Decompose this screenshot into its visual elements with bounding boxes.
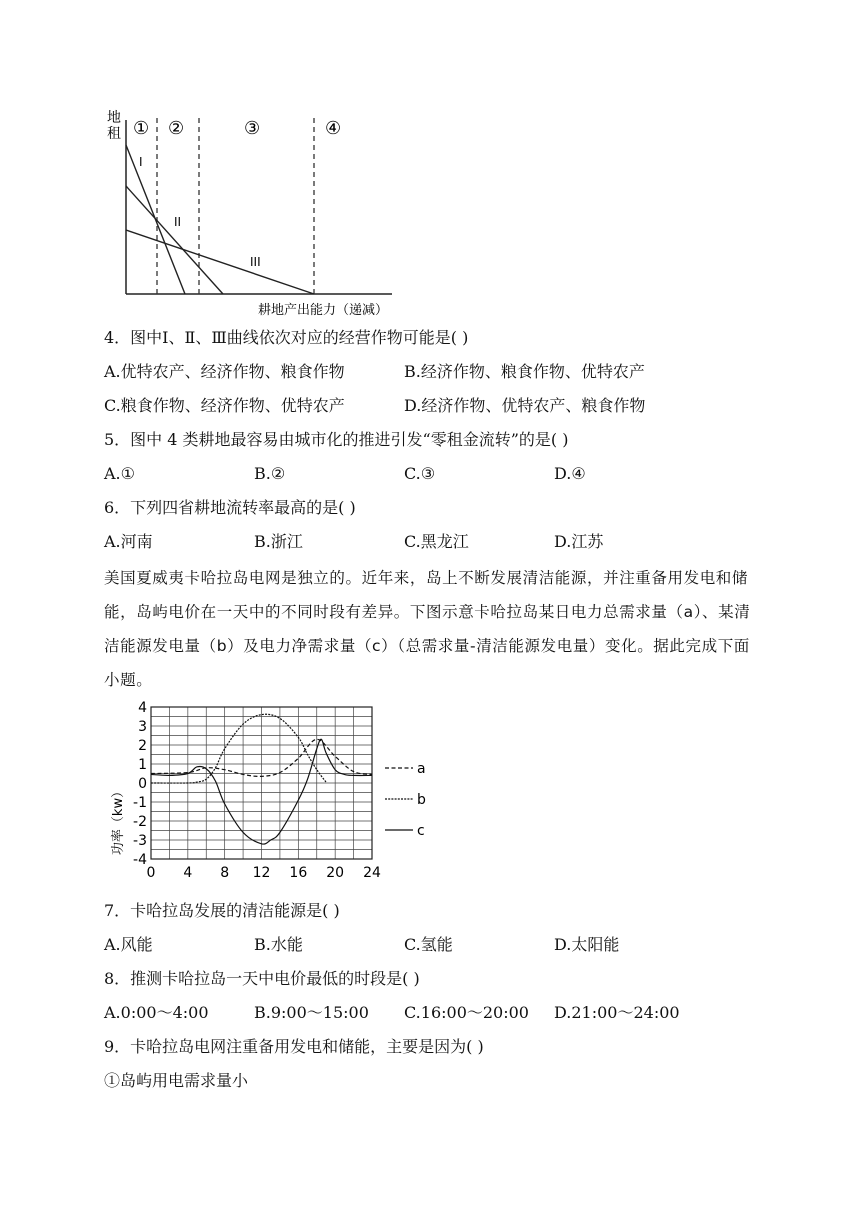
fig1-curve-2	[126, 186, 223, 294]
q8-stem: 8．推测卡哈拉岛一天中电价最低的时段是( )	[104, 969, 420, 988]
q7-stem: 7．卡哈拉岛发展的清洁能源是( )	[104, 901, 340, 920]
chart-legend	[385, 761, 426, 839]
fig1-y-label-1: 地	[107, 110, 121, 126]
fig1-y-label-2: 租	[107, 126, 121, 142]
y-tick-label: 0	[138, 776, 147, 792]
q4-option-c: C.粮食作物、经济作物、优特农产	[104, 396, 345, 415]
y-tick-label: -3	[133, 833, 147, 849]
q5-option-d: D.④	[554, 464, 586, 483]
q9-stem: 9．卡哈拉岛电网注重备用发电和储能，主要是因为( )	[104, 1037, 484, 1056]
q6-option-d: D.江苏	[554, 532, 604, 551]
q8-option-a: A.0:00～4:00	[104, 1003, 209, 1022]
q4-option-d: D.经济作物、优特农产、粮食作物	[404, 396, 646, 415]
q5-stem: 5．图中 4 类耕地最容易由城市化的推进引发“零租金流转”的是( )	[104, 430, 569, 449]
q7-option-b: B.水能	[254, 935, 303, 954]
q7-option-d: D.太阳能	[554, 935, 620, 954]
q5-option-a: A.①	[104, 464, 135, 483]
q6-option-c: C.黑龙江	[404, 532, 469, 551]
x-tick-label: 12	[252, 865, 271, 881]
chart-ylabel: 功率（kw）	[111, 784, 126, 856]
passage-intro: 美国夏威夷卡哈拉岛电网是独立的。近年来，岛上不断发展清洁能源，并注重备用发电和储能，岛屿电价在一天中的不同时段有差异。下图示意卡哈拉岛某日电力总需求量（a）、某清洁能源发电量（b）及电力净需求量（c）（总需求量-清洁能源发电量）变化。据此完成下面小题。	[104, 569, 751, 689]
legend-a-label: a	[417, 761, 426, 777]
legend-c-label: c	[417, 823, 425, 839]
q9-item-1: ①岛屿用电需求量小	[104, 1071, 249, 1090]
fig1-curve-label-3: III	[250, 255, 261, 269]
x-tick-label: 0	[146, 865, 156, 881]
x-tick-label: 8	[220, 865, 230, 881]
q6-option-a: A.河南	[104, 532, 153, 551]
x-tick-label: 24	[363, 865, 381, 881]
fig1-x-label: 耕地产出能力（递减）	[258, 303, 389, 318]
fig1-curve-label-2: II	[174, 215, 182, 229]
q5-option-b: B.②	[254, 464, 286, 483]
y-tick-label: -4	[133, 852, 147, 868]
x-tick-label: 16	[289, 865, 308, 881]
power-chart	[100, 698, 440, 888]
fig1-curve-label-1: I	[139, 155, 143, 169]
q7-option-c: C.氢能	[404, 935, 453, 954]
q4-option-a: A.优特农产、经济作物、粮食作物	[104, 362, 345, 381]
q5-option-c: C.③	[404, 464, 436, 483]
q8-option-b: B.9:00～15:00	[254, 1003, 369, 1022]
land-rent-figure	[100, 100, 400, 322]
y-tick-label: 3	[138, 719, 147, 735]
y-tick-label: 2	[138, 738, 147, 754]
y-tick-label: -1	[133, 795, 147, 811]
q8-option-d: D.21:00～24:00	[554, 1003, 680, 1022]
y-tick-label: 1	[138, 757, 147, 773]
fig1-zone-1: ①	[133, 118, 150, 139]
fig1-curve-3	[126, 230, 314, 294]
q7-option-a: A.风能	[104, 935, 153, 954]
fig1-zone-4: ④	[325, 118, 342, 139]
fig1-zone-2: ②	[168, 118, 185, 139]
fig1-zone-3: ③	[244, 118, 261, 139]
y-tick-label: 4	[138, 700, 147, 716]
q4-stem: 4．图中Ⅰ、Ⅱ、Ⅲ曲线依次对应的经营作物可能是( )	[104, 328, 469, 347]
q6-stem: 6．下列四省耕地流转率最高的是( )	[104, 498, 356, 517]
q8-option-c: C.16:00～20:00	[404, 1003, 529, 1022]
x-tick-label: 4	[183, 865, 193, 881]
q6-option-b: B.浙江	[254, 532, 303, 551]
x-tick-label: 20	[326, 865, 345, 881]
legend-b-label: b	[417, 792, 426, 808]
q4-option-b: B.经济作物、粮食作物、优特农产	[404, 362, 645, 381]
chart-ticks	[133, 700, 381, 881]
y-tick-label: -2	[133, 814, 147, 830]
